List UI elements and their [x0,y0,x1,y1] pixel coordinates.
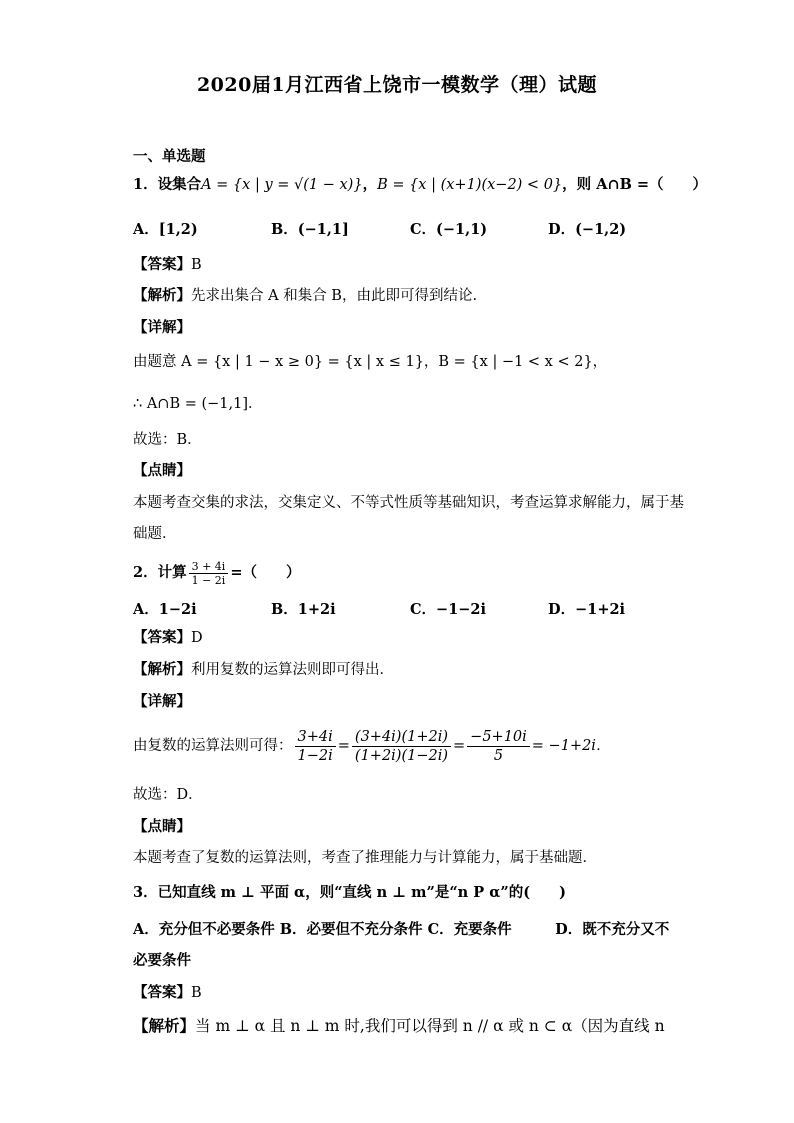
q1-stem [133,175,708,195]
q3-analysis-text: 当 m ⊥ α 且 n ⊥ m 时,我们可以得到 n // α 或 n ⊂ α（因为直线 n [195,1017,665,1035]
q1-detail-line1: 由题意 A = {x | 1 − x ≥ 0} = {x | x ≤ 1}，B = {x | −1 < x < 2}， [133,354,608,370]
q2-comment-label: 【点睛】 [133,818,191,835]
q1-option-c: C．(−1,1) [410,221,488,238]
q3-answer [133,983,663,1003]
answer-label: 【答案】 [133,629,191,646]
q2-choice: 故选：D． [133,787,203,803]
q2-detail-frac2 [352,728,451,765]
q2-analysis-text: 利用复数的运算法则即可得出． [191,662,394,678]
q2-f1-num: 3+4i [295,728,336,747]
q2-f1-den: 1−2i [297,747,333,764]
q2-f3-den: 5 [493,747,504,764]
analysis-label: 【解析】 [133,287,191,304]
q2-detail-frac3 [467,728,530,765]
answer-label: 【答案】 [133,984,191,1001]
q1-detail-line2: ∴ A∩B = (−1,1]． [133,396,263,412]
q1-stem-prefix: 1．设集合 [133,176,202,193]
q3-options-line2: 必要条件 [133,952,191,969]
q2-detail-label: 【详解】 [133,693,191,710]
q1-comment-line1: 本题考查交集的求法，交集定义、不等式性质等基础知识，考查运算求解能力，属于基 [133,495,684,511]
q1-choice: 故选：B． [133,432,202,448]
q1-set-a: A = {x | y = √(1 − x)} [201,177,363,193]
q2-option-c: C．−1−2i [410,601,487,618]
q2-comment: 本题考查了复数的运算法则，考查了推理能力与计算能力，属于基础题． [133,850,597,866]
q1-analysis [133,286,663,306]
q2-analysis [133,660,663,680]
q2-detail-formula: 由复数的运算法则可得： $\frac{3+4i}{1-2i}$ = $\frac{(3+4i)(1+2i)}{(1+2i)(1-2i)}$ = $\frac{-5+10i}{5}$ = −1+2i． [133,728,611,764]
q2-f2-num: (3+4i)(1+2i) [352,728,451,747]
q2-f2-den: (1+2i)(1−2i) [354,747,449,764]
q2-detail-frac1 [295,728,336,765]
q3-answer-value: B [191,985,202,1001]
q2-detail-prefix: 由复数的运算法则可得： [133,738,293,754]
q1-sep: ， [362,176,378,193]
q3-stem: 3．已知直线 m ⊥ 平面 α，则“直线 n ⊥ m”是“n P α”的( ) [133,884,566,901]
q3-analysis [133,1016,663,1036]
q2-stem-prefix: 2．计算 [133,564,187,581]
q2-stem [133,556,663,590]
q2-option-a: A．1−2i [133,601,197,618]
q2-option-b: B．1+2i [271,601,336,618]
q1-answer [133,255,663,275]
q2-detail-result: = −1+2i． [531,738,611,754]
section-heading: 一、单选题 [133,148,206,165]
q2-options [133,598,673,618]
q1-analysis-text: 先求出集合 A 和集合 B，由此即可得到结论. [191,288,478,304]
q1-stem-suffix: ，则 A∩B =（ ） [562,176,708,193]
q2-option-d: D．−1+2i [548,601,626,618]
answer-label: 【答案】 [133,256,191,273]
q2-frac-den: 1 − 2i [191,573,226,587]
q1-comment-label: 【点睛】 [133,462,191,479]
q3-options-line1: A．充分但不必要条件 B．必要但不充分条件 C．充要条件 D．既不充分又不 [133,921,670,938]
q1-comment-line2: 础题． [133,526,177,542]
page-title: 2020届1月江西省上饶市一模数学（理）试题 [196,74,598,96]
q2-f3-num: −5+10i [467,728,530,747]
q1-set-b: B = {x | (x+1)(x−2) < 0} [377,177,563,193]
q1-answer-value: B [191,257,202,273]
q2-answer [133,628,663,648]
q2-stem-suffix: =（ ） [230,564,301,581]
q1-detail-label: 【详解】 [133,319,191,336]
q1-option-b: B．(−1,1] [271,221,349,238]
q2-fraction [189,560,229,587]
analysis-label: 【解析】 [133,661,191,678]
q1-option-a: A．[1,2) [133,221,198,238]
analysis-label: 【解析】 [133,1016,196,1035]
q2-answer-value: D [191,630,203,646]
q2-frac-num: 3 + 4i [189,560,229,574]
q1-option-d: D．(−1,2) [548,221,627,238]
q1-options [133,218,673,238]
